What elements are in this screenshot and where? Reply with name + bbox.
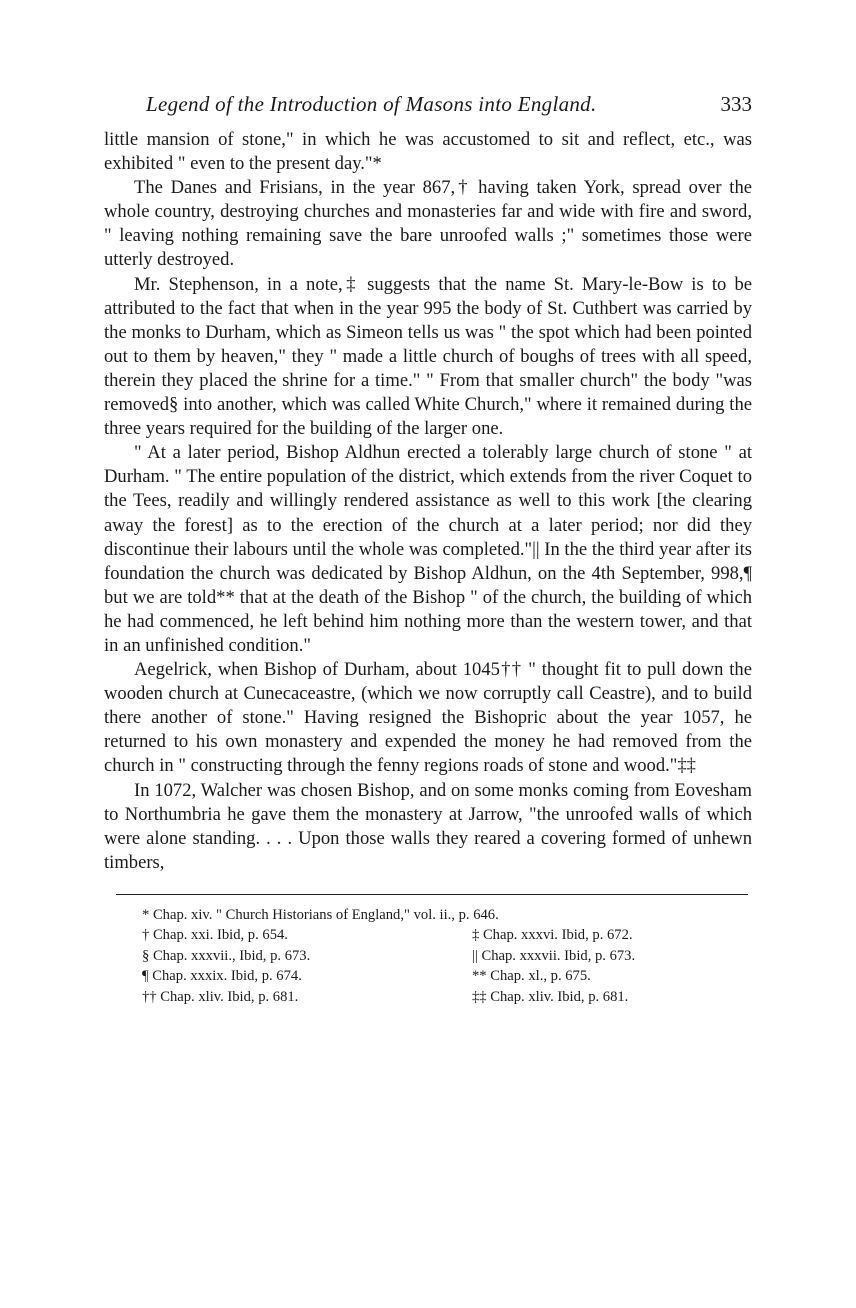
page-number: 333 [720,92,752,116]
footnote: § Chap. xxxvii., Ibid, p. 673. [142,947,311,964]
footnote: ** Chap. xl., p. 675. [472,968,591,985]
footnote: †† Chap. xliv. Ibid, p. 681. [142,988,299,1005]
paragraph-walcher: In 1072, Walcher was chosen Bishop, and on some monks coming from Eovesham to Northumbria he gave them the monastery at Jarrow, "the unroofed walls of which were alone standing. . . . Upon those walls they reared a covering formed of unhewn timbers, [104,779,752,873]
footnote-row [142,987,752,1008]
footnote: ‡ Chap. xxxvi. Ibid, p. 672. [472,927,633,944]
footnote: ¶ Chap. xxxix. Ibid, p. 674. [142,968,302,985]
running-header [104,88,752,128]
paragraph-aegelrick: Aegelrick, when Bishop of Durham, about 1045†† " thought fit to pull down the wooden church at Cunecaceastre, (which we now corruptly call Ceastre), and to build there another of stone." Having resigned the Bishopric about the year 1057, he returned to his own monastery and expended the money he had removed from the church in " constructing through the fenny regions roads of stone and wood."‡‡ [104,659,752,777]
footnote-row [142,966,752,987]
footnote-row [142,946,752,967]
footnotes [104,905,752,1008]
paragraph-danes: The Danes and Frisians, in the year 867,† having taken York, spread over the whole country, destroying churches and monasteries far and wide with fire and sword, " leaving nothing remaining save the bare unroofed walls ;" sometimes those were utterly destroyed. [104,177,752,271]
running-title: Legend of the Introduction of Masons into England. [146,92,597,116]
footnote-row [142,925,752,946]
footnote: * Chap. xiv. " Church Historians of England," vol. ii., p. 646. [142,906,499,923]
footnote: ‡‡ Chap. xliv. Ibid, p. 681. [472,988,629,1005]
paragraph-aldhun: " At a later period, Bishop Aldhun erected a tolerably large church of stone " at Durham. " The entire population of the district, which extends from the river Coquet to the Tees, readily and willingly rendered assistance as well to this work [the clearing away the forest] as to the erection of the church at a later period; nor did they discontinue their labours until the whole was completed."|| In the the third year after its foundation the church was dedicated by Bishop Aldhun, on the 4th September, 998,¶ but we are told** that at the death of the Bishop " of the church, the building of which he had commenced, he left behind him nothing more than the western tower, and that in an unfinished condition." [104,442,752,656]
footnote: || Chap. xxxvii. Ibid, p. 673. [472,947,636,964]
footnote-divider [116,894,748,895]
paragraph-stephenson: Mr. Stephenson, in a note,‡ suggests that the name St. Mary-le-Bow is to be attributed to the fact that when in the year 995 the body of St. Cuthbert was carried by the monks to Durham, which as Simeon tells us was " the spot which had been pointed out to them by heaven," they " made a little church of boughs of trees with all speed, therein they placed the shrine for a time." " From that smaller church" the body "was removed§ into another, which was called White Church," where it remained during the three years required for the building of the larger one. [104,273,752,440]
body-text [104,128,752,875]
footnote: † Chap. xxi. Ibid, p. 654. [142,927,288,944]
book-page [104,88,752,1007]
paragraph-continued: little mansion of stone," in which he was accustomed to sit and reflect, etc., was exhibited " even to the present day."* [104,129,752,175]
